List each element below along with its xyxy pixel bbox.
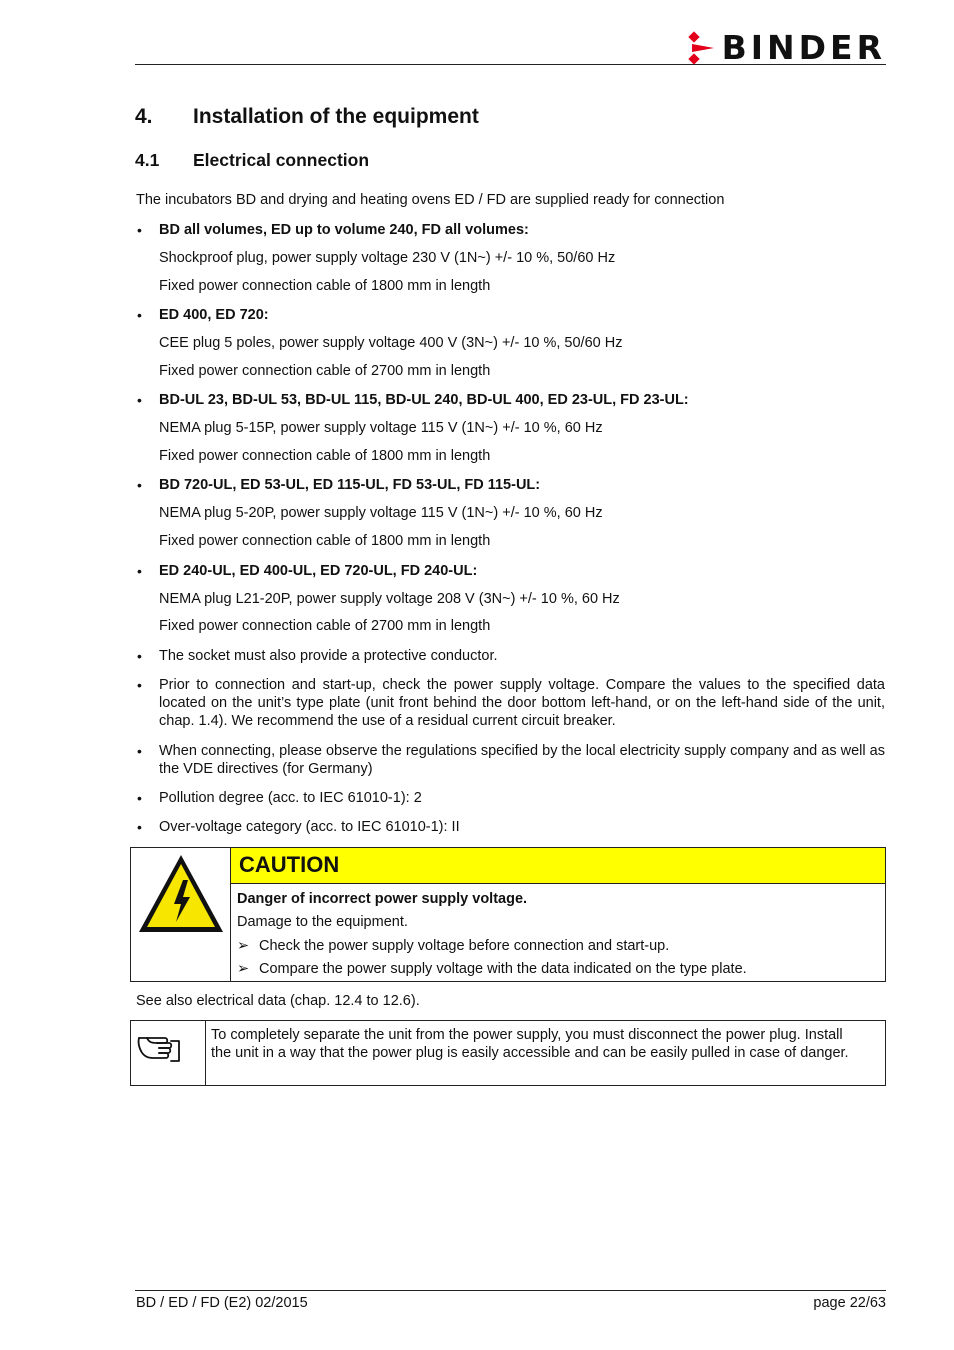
group-line: NEMA plug 5-20P, power supply voltage 115 V (1N~) +/- 10 %, 60 Hz [159, 505, 603, 521]
bullet-item: Pollution degree (acc. to IEC 61010-1): 2 [159, 790, 422, 806]
bullet-item: The socket must also provide a protective conductor. [159, 648, 498, 664]
note-icon-cell [131, 1021, 206, 1085]
group-heading: ED 240-UL, ED 400-UL, ED 720-UL, FD 240-UL: [159, 563, 478, 579]
bullet-item: Prior to connection and start-up, check the power supply voltage. Compare the values to the specified data located on the unit’s type plate (unit front behind the door bottom left-hand, or on the left-hand side of the unit, chap. 1.4). We recommend the use of a residual current circuit breaker. [159, 677, 885, 729]
pointing-hand-icon [137, 1029, 181, 1065]
subsection-number: 4.1 [135, 150, 160, 170]
caution-action-text: Check the power supply voltage before connection and start-up. [259, 937, 670, 954]
group-line: NEMA plug L21-20P, power supply voltage 208 V (3N~) +/- 10 %, 60 Hz [159, 591, 620, 607]
arrow-bullet-icon: ➢ [237, 937, 250, 954]
group-line: Fixed power connection cable of 1800 mm in length [159, 448, 491, 464]
section-heading [135, 105, 479, 129]
bullet-item: When connecting, please observe the regulations specified by the local electricity supply company and as well as the VDE directives (for Germany) [159, 743, 885, 777]
group-heading: BD all volumes, ED up to volume 240, FD all volumes: [159, 222, 529, 238]
subsection-title: Electrical connection [193, 150, 370, 170]
note-text: To completely separate the unit from the power supply, you must disconnect the power plug. Install the unit in a way that the power plug is easily accessible and can be easily pulled in case of danger. [211, 1027, 849, 1061]
caution-action-text: Compare the power supply voltage with the data indicated on the type plate. [259, 960, 747, 977]
caution-title: CAUTION [239, 852, 340, 877]
bullet-dot: • [137, 477, 142, 493]
bullet-dot: • [137, 743, 142, 759]
caution-body [237, 888, 877, 981]
footer-rule [135, 1290, 886, 1291]
brand-logo [688, 30, 886, 66]
header-rule [135, 64, 886, 65]
caution-action [237, 935, 877, 958]
section-title: Installation of the equipment [193, 105, 479, 128]
arrow-bullet-icon: ➢ [237, 960, 250, 977]
section-number: 4. [135, 105, 153, 128]
group-line: Fixed power connection cable of 1800 mm in length [159, 533, 491, 549]
high-voltage-warning-icon [136, 852, 226, 936]
bullet-dot: • [137, 563, 142, 579]
intro-paragraph: The incubators BD and drying and heating ovens ED / FD are supplied ready for connection [136, 192, 725, 208]
group-line: Shockproof plug, power supply voltage 230 V (1N~) +/- 10 %, 50/60 Hz [159, 250, 616, 266]
bullet-dot: • [137, 790, 142, 806]
bullet-dot: • [137, 222, 142, 238]
footer-page-number: page 22/63 [813, 1295, 886, 1311]
bullet-dot: • [137, 819, 142, 835]
group-line: Fixed power connection cable of 2700 mm in length [159, 363, 491, 379]
caution-action [237, 958, 877, 981]
group-line: Fixed power connection cable of 2700 mm in length [159, 618, 491, 634]
group-line: Fixed power connection cable of 1800 mm in length [159, 278, 491, 294]
see-also-text: See also electrical data (chap. 12.4 to 12.6). [136, 993, 420, 1009]
caution-danger: Danger of incorrect power supply voltage. [237, 891, 528, 907]
binder-logo-icon [688, 31, 716, 65]
subsection-heading [135, 150, 369, 171]
footer-doc-ref: BD / ED / FD (E2) 02/2015 [136, 1295, 308, 1311]
note-box [130, 1020, 886, 1086]
caution-box [130, 847, 886, 982]
bullet-item: Over-voltage category (acc. to IEC 61010-1): II [159, 819, 460, 835]
bullet-dot: • [137, 392, 142, 408]
caution-header [231, 848, 885, 884]
group-heading: ED 400, ED 720: [159, 307, 269, 323]
bullet-dot: • [137, 307, 142, 323]
group-heading: BD-UL 23, BD-UL 53, BD-UL 115, BD-UL 240, BD-UL 400, ED 23-UL, FD 23-UL: [159, 392, 689, 408]
group-heading: BD 720-UL, ED 53-UL, ED 115-UL, FD 53-UL, FD 115-UL: [159, 477, 541, 493]
bullet-dot: • [137, 648, 142, 664]
group-line: NEMA plug 5-15P, power supply voltage 115 V (1N~) +/- 10 %, 60 Hz [159, 420, 603, 436]
caution-consequence: Damage to the equipment. [237, 914, 408, 931]
bullet-dot: • [137, 677, 142, 693]
caution-icon-cell [131, 848, 231, 981]
group-line: CEE plug 5 poles, power supply voltage 400 V (3N~) +/- 10 %, 50/60 Hz [159, 335, 623, 351]
brand-name: BINDER [721, 28, 886, 67]
